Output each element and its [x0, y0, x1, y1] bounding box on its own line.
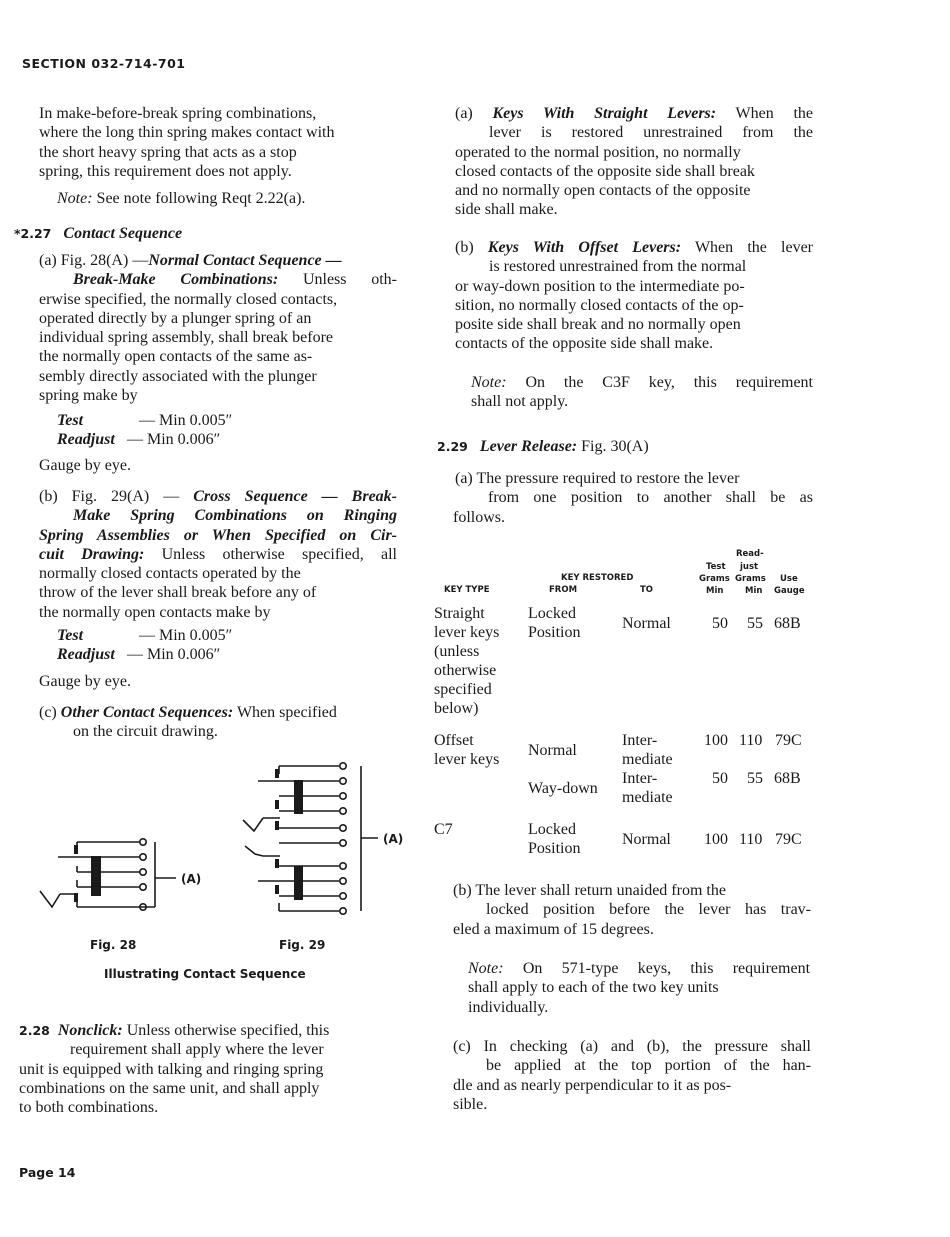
cell-text: otherwise [434, 662, 497, 679]
th-test: Test [706, 562, 726, 572]
table-row-1-to: Normal [622, 615, 671, 632]
test-value: — Min 0.005″ [139, 412, 233, 429]
text-line: (a) The pressure required to restore the lever [455, 470, 740, 487]
note-3 [468, 959, 810, 1017]
th-key-restored: KEY RESTORED [561, 573, 634, 583]
note-label: Note: [468, 960, 504, 977]
cell-text: Locked [528, 821, 576, 838]
table-row-2-type [434, 731, 499, 769]
th-readjust: Read- [736, 549, 764, 559]
text-line: Unless oth- [302, 271, 397, 289]
cell-text: specified [434, 681, 492, 698]
fig-29-a-label: (A) [383, 832, 404, 846]
text-line: the normally open contacts of the same as- [39, 348, 313, 366]
table-row-4-gauge: 79C [775, 831, 802, 848]
text-line: closed contacts of the opposite side shall break [455, 162, 755, 180]
text-line: unit is equipped with talking and ringing spring [19, 1060, 324, 1078]
cell-text: (unless [434, 643, 480, 660]
note-text: individually. [468, 998, 549, 1016]
table-row-4-from [528, 820, 580, 858]
text-line: eled a maximum of 15 degrees. [453, 920, 654, 938]
table-row-3-to [622, 769, 673, 807]
text-line: sible. [453, 1095, 488, 1113]
th-min-readjust: Min [745, 586, 763, 596]
right-paragraph-a [455, 104, 813, 220]
th-just: just [740, 562, 759, 572]
note-text: shall not apply. [471, 393, 569, 411]
text-line: When the lever [694, 239, 813, 256]
cell-text: mediate [622, 789, 673, 806]
text-line: requirement shall apply where the lever [70, 1041, 324, 1059]
readjust-value: — Min 0.006″ [127, 431, 221, 449]
text-line: locked position before the lever has trav- [486, 901, 811, 919]
text-line: throw of the lever shall break before any of [39, 584, 317, 602]
para-prefix: (c) [39, 704, 57, 721]
section-2-29-a [455, 469, 813, 527]
fig-28-a-label: (A) [181, 872, 202, 886]
cell-text: below) [434, 700, 479, 717]
table-row-2-readjust: 110 [739, 732, 763, 749]
text-line: operated to the normal position, no normally [455, 143, 741, 161]
para-title: Spring Assemblies or When Specified on Cir- [39, 526, 397, 544]
fig-28-label: Fig. 28 [90, 938, 137, 952]
cell-text: Position [528, 840, 581, 857]
text-line: the short heavy spring that acts as a stop [39, 143, 297, 161]
section-title: Lever Release: [479, 438, 578, 455]
section-2-28 [19, 1021, 397, 1117]
table-row-1-from [528, 604, 580, 642]
text-line: operated directly by a plunger spring of an [39, 309, 312, 327]
fig-28-diagram [40, 839, 176, 910]
text-line: and no normally open contacts of the opposite [455, 182, 751, 200]
text-line: Unless otherwise specified, all [161, 545, 397, 563]
section-2-29-c [453, 1037, 811, 1114]
gauge-note-b: Gauge by eye. [39, 673, 131, 690]
table-row-3-test: 50 [712, 770, 728, 787]
note-label: Note: [471, 374, 507, 391]
text-line: sition, no normally closed contacts of the op- [455, 296, 744, 314]
section-title: Contact Sequence [63, 225, 183, 242]
cell-text: Position [528, 624, 581, 641]
fig-29-diagram [243, 763, 378, 914]
table-row-1-gauge: 68B [774, 615, 801, 632]
para-prefix: (b) Fig. 29(A) — [39, 488, 180, 505]
text-line: from one position to another shall be as [488, 489, 813, 507]
table-row-2-test: 100 [704, 732, 728, 749]
note-2 [471, 373, 813, 412]
note-text: shall apply to each of the two key units [468, 979, 719, 997]
text-line: dle and as nearly perpendicular to it as pos- [453, 1076, 732, 1094]
para-title: cuit Drawing: [39, 545, 145, 563]
text-line: sembly directly associated with the plunger [39, 367, 317, 385]
section-number: 2.28 [19, 1023, 50, 1038]
table-row-2-to [622, 731, 673, 769]
table-row-1-test: 50 [712, 615, 728, 632]
text-line: normally closed contacts operated by the [39, 565, 301, 583]
para-prefix: (a) Fig. 28(A) — [39, 252, 149, 269]
right-paragraph-b [455, 238, 813, 354]
text-line: When the [735, 105, 813, 122]
table-row-2-from: Normal [528, 742, 577, 759]
cell-text: Inter- [622, 732, 658, 749]
figure-caption: Illustrating Contact Sequence [104, 967, 306, 981]
cell-text: Inter- [622, 770, 658, 787]
th-from: FROM [549, 585, 578, 595]
section-title: Nonclick: [57, 1022, 123, 1039]
table-row-2-gauge: 79C [775, 732, 802, 749]
para-title: Normal Contact Sequence — [148, 252, 342, 269]
text-line: combinations on the same unit, and shall apply [19, 1079, 320, 1097]
note-text: On the C3F key, this requirement [525, 374, 813, 391]
test-label: Test [57, 627, 84, 644]
text-line: side shall make. [455, 201, 558, 219]
test-label: Test [57, 412, 84, 429]
text-line: In make-before-break spring combinations, [39, 105, 317, 122]
section-2-29-heading [437, 437, 813, 456]
readjust-label: Readjust [57, 646, 115, 664]
section-number: 2.29 [437, 439, 468, 454]
cell-text: Offset [434, 732, 474, 749]
text-line: spring make by [39, 387, 138, 405]
cell-text: mediate [622, 751, 673, 768]
readjust-label: Readjust [57, 431, 115, 449]
note-label: Note: [57, 190, 93, 207]
test-value: — Min 0.005″ [139, 627, 233, 644]
readjust-value: — Min 0.006″ [127, 646, 221, 664]
page-number: Page 14 [19, 1165, 76, 1180]
th-grams-readjust: Grams [735, 574, 766, 584]
th-use: Use [780, 574, 798, 584]
table-row-4-to: Normal [622, 831, 671, 848]
para-title: Other Contact Sequences: [60, 704, 234, 721]
para-title: Break-Make Combinations: [73, 271, 279, 289]
th-min-test: Min [706, 586, 724, 596]
fig-29-label: Fig. 29 [279, 938, 326, 952]
cell-text: lever keys [434, 624, 500, 641]
text-line: follows. [453, 508, 505, 526]
text-line: posite side shall break and no normally open [455, 316, 741, 334]
text-line: to both combinations. [19, 1099, 159, 1117]
note-text: See note following Reqt 2.22(a). [96, 190, 306, 207]
text-line: or way-down position to the intermediate po- [455, 277, 745, 295]
text-line: contacts of the opposite side shall make. [455, 335, 714, 353]
text-line: on the circuit drawing. [73, 723, 218, 741]
section-2-29-b [453, 881, 811, 939]
th-to: TO [640, 585, 654, 595]
text-line: Unless otherwise specified, this [126, 1022, 330, 1039]
text-line: When specified [236, 704, 337, 721]
text-line: erwise specified, the normally closed contacts, [39, 290, 338, 308]
gauge-note-a: Gauge by eye. [39, 457, 131, 474]
text-line: is restored unrestrained from the normal [489, 258, 747, 276]
para-title: Keys With Straight Levers: [492, 105, 717, 122]
table-row-3-gauge: 68B [774, 770, 801, 787]
text-line: spring, this requirement does not apply. [39, 162, 292, 180]
text-line: individual spring assembly, shall break before [39, 329, 333, 347]
text-line: the normally open contacts make by [39, 603, 271, 621]
table-row-4-type: C7 [434, 821, 453, 838]
text-line: (b) The lever shall return unaided from the [453, 882, 726, 899]
text-line: lever is restored unrestrained from the [489, 124, 813, 142]
cell-text: Straight [434, 605, 485, 622]
table-row-1-type [434, 604, 499, 718]
th-gauge: Gauge [774, 586, 805, 596]
cell-text: lever keys [434, 751, 500, 768]
text-line: (c) In checking (a) and (b), the pressure shall [453, 1038, 811, 1055]
table-row-1-readjust: 55 [747, 615, 763, 632]
section-header: SECTION 032-714-701 [22, 56, 186, 71]
text-line: where the long thin spring makes contact with [39, 124, 335, 142]
table-row-4-test: 100 [704, 831, 728, 848]
th-grams-test: Grams [699, 574, 730, 584]
para-prefix: (a) [455, 105, 473, 122]
fig-29-plunger-lower [294, 866, 303, 900]
table-row-4-readjust: 110 [739, 831, 763, 848]
text-line: be applied at the top portion of the han- [486, 1057, 811, 1075]
note-text: On 571-type keys, this requirement [522, 960, 811, 977]
cell-text: Locked [528, 605, 576, 622]
section-number: *2.27 [14, 226, 52, 241]
fig-29-plunger-upper [294, 780, 303, 814]
para-title: Keys With Offset Levers: [487, 239, 682, 256]
table-row-3-from: Way-down [528, 780, 598, 797]
section-ref: Fig. 30(A) [581, 438, 649, 455]
table-row-3-readjust: 55 [747, 770, 763, 787]
para-prefix: (b) [455, 239, 474, 256]
para-title: Make Spring Combinations on Ringing [73, 507, 397, 525]
para-title: Cross Sequence — Break- [193, 488, 397, 505]
fig-28-plunger [91, 856, 101, 896]
th-key-type: KEY TYPE [444, 585, 490, 595]
